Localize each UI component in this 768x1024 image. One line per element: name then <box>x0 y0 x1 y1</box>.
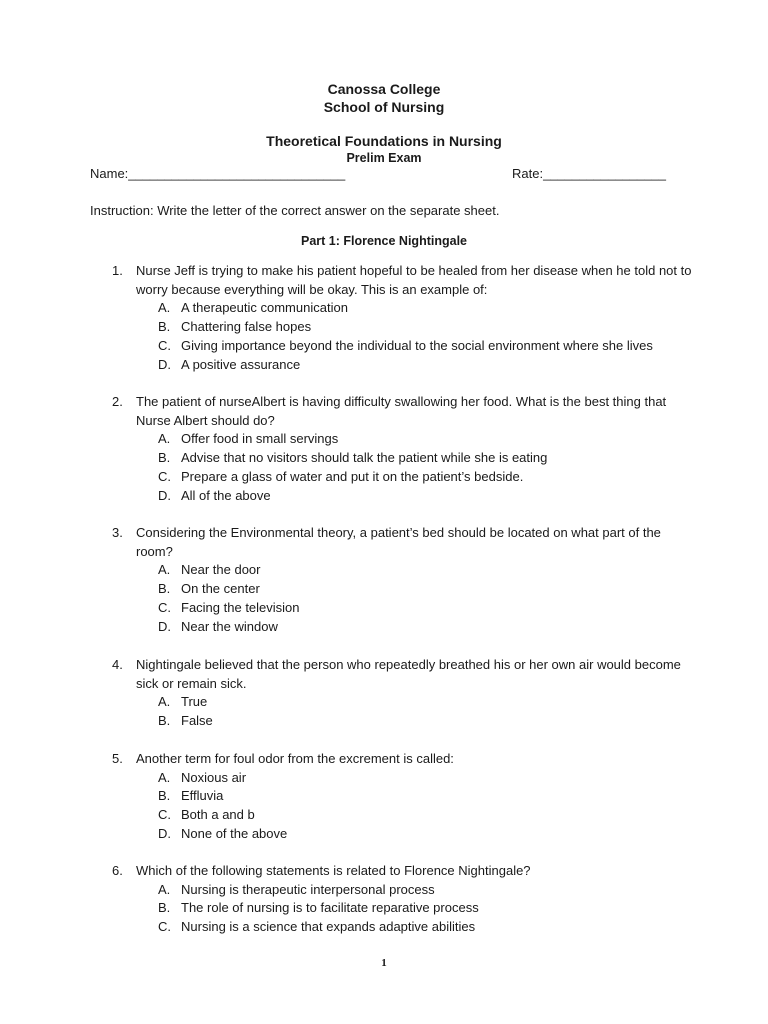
exam-title: Prelim Exam <box>346 151 422 165</box>
question-2 <box>112 393 692 505</box>
question-stem: Nurse Jeff is trying to make his patient hopeful to be healed from her disease when he told not to worry because everything will be okay. This is an example of: <box>136 263 692 297</box>
question-number: 3. <box>112 525 123 540</box>
question-stem: The patient of nurseAlbert is having difficulty swallowing her food. What is the best thing that Nurse Albert should do? <box>136 394 667 428</box>
option-a: A. Near the door <box>158 562 261 578</box>
option-c: C. Giving importance beyond the individual to the social environment where she lives <box>158 337 653 353</box>
rate-field: Rate:_________________ <box>512 166 666 181</box>
college-name: Canossa College <box>327 81 441 97</box>
document-header <box>0 80 768 166</box>
option-d: D. A positive assurance <box>158 356 301 372</box>
option-d: D. All of the above <box>158 487 271 503</box>
option-a: A. A therapeutic communication <box>158 300 348 316</box>
question-1 <box>112 262 692 374</box>
option-c: C. Nursing is a science that expands adaptive abilities <box>158 919 476 935</box>
option-b: B. Advise that no visitors should talk the patient while she is eating <box>158 450 548 466</box>
instruction-text: Instruction: Write the letter of the correct answer on the separate sheet. <box>90 203 500 218</box>
question-number: 6. <box>112 863 123 878</box>
question-stem: Nightingale believed that the person who repeatedly breathed his or her own air would become sick or remain sick. <box>136 657 681 691</box>
question-3 <box>112 524 692 636</box>
option-d: D. Near the window <box>158 618 278 634</box>
question-5 <box>112 750 692 844</box>
option-c: C. Prepare a glass of water and put it on the patient’s bedside. <box>158 468 524 484</box>
option-b: B. Chattering false hopes <box>158 319 312 335</box>
option-a: A. True <box>158 694 208 710</box>
option-a: A. Noxious air <box>158 769 247 785</box>
option-b: B. On the center <box>158 581 260 597</box>
question-4 <box>112 656 692 731</box>
question-number: 1. <box>112 263 123 278</box>
option-b: B. The role of nursing is to facilitate reparative process <box>158 900 479 916</box>
option-c: C. Both a and b <box>158 807 255 823</box>
name-field: Name:______________________________ <box>90 166 346 181</box>
question-6 <box>112 862 692 937</box>
option-a: A. Nursing is therapeutic interpersonal process <box>158 881 435 897</box>
page-number: 1 <box>381 957 387 969</box>
question-number: 2. <box>112 394 123 409</box>
school-name: School of Nursing <box>323 99 445 115</box>
question-number: 5. <box>112 751 123 766</box>
part-title: Part 1: Florence Nightingale <box>300 234 467 248</box>
option-b: B. Effluvia <box>158 788 224 804</box>
question-stem: Which of the following statements is related to Florence Nightingale? <box>136 863 531 878</box>
option-b: B. False <box>158 713 213 729</box>
course-title: Theoretical Foundations in Nursing <box>266 133 502 149</box>
option-c: C. Facing the television <box>158 599 300 615</box>
question-number: 4. <box>112 657 123 672</box>
question-stem: Another term for foul odor from the excrement is called: <box>136 751 454 766</box>
option-a: A. Offer food in small servings <box>158 431 339 447</box>
option-d: D. None of the above <box>158 825 288 841</box>
question-stem: Considering the Environmental theory, a patient’s bed should be located on what part of the room? <box>136 525 661 559</box>
